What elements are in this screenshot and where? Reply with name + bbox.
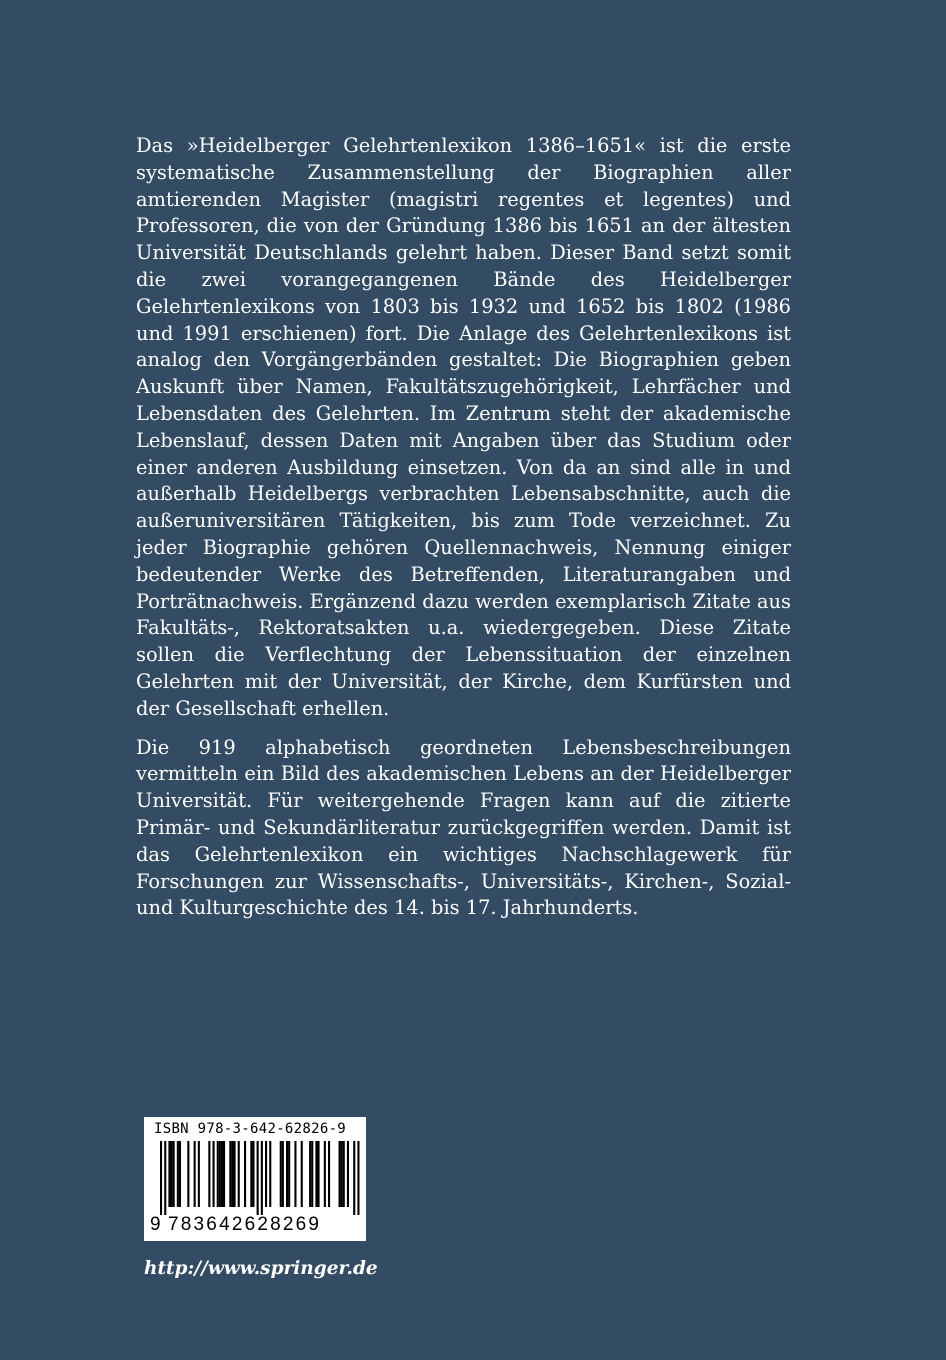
barcode-bar [213,1141,215,1207]
publisher-url[interactable]: http://www.springer.de [144,1258,378,1279]
barcode-digit-first: 9 [150,1214,161,1235]
barcode-bar [231,1141,233,1207]
barcode-bar [324,1141,326,1207]
barcode-bar [244,1141,246,1207]
isbn-label: ISBN 978-3-642-62826-9 [154,1121,347,1137]
barcode-bar [294,1141,296,1207]
barcode-bar [261,1141,263,1215]
barcode-bar [219,1141,221,1207]
barcode-bar [318,1141,320,1207]
barcode-bar [301,1141,303,1207]
barcode-bar [280,1141,282,1207]
barcode-bar [194,1141,196,1207]
barcode-bar [229,1141,231,1207]
barcode-bar [221,1141,223,1207]
blurb-paragraph-1: Das »Heidelberger Gelehrtenlexikon 1386–1651« ist die erste systematische Zusammenstellung der Biographien aller amtierenden Magister (magistri regentes et legentes) und Professoren, die von der Gründung 1386 bis 1651 an der ältesten Universität Deutschlands gelehrt haben. Dieser Band setzt somit die zwei vorangegangenen Bände des Heidelberger Gelehrtenlexikons von 1803 bis 1932 und 1652 bis 1802 (1986 und 1991 erschienen) fort. Die Anlage des Gelehrtenlexikons ist analog den Vorgängerbänden gestaltet: Die Biographien geben Auskunft über Namen, Fakultätszugehörigkeit, Lehrfächer und Lebensdaten des Gelehrten. Im Zentrum steht der akademische Lebenslauf, dessen Daten mit Angaben über das Studium oder einer anderen Ausbildung einsetzen. Von da an sind alle in und außerhalb Heidelbergs verbrachten Lebensabschnitte, auch die außeruniversitären Tätigkeiten, bis zum Tode verzeichnet. Zu jeder Biographie gehören Quellennachweis, Nennung einiger bedeutender Werke des Betreffenden, Literaturangaben und Porträtnachweis. Ergänzend dazu werden exemplarisch Zitate aus Fakultäts-, Rektoratsakten u.a. wiedergegeben. Diese Zitate sollen die Verflechtung der Lebenssituation der einzelnen Gelehrten mit der Universität, der Kirche, dem Kurfürsten und der Gesellschaft erhellen. [136,134,791,720]
barcode-bar [328,1141,330,1207]
barcode-bars [150,1141,360,1215]
barcode-bar [177,1141,179,1207]
barcode-bar [347,1141,349,1207]
barcode-bar [357,1141,359,1215]
barcode-bar [238,1141,240,1207]
barcode-bar [198,1141,200,1207]
barcode-bar [353,1141,355,1215]
barcode-bar [311,1141,313,1207]
barcode-bar [309,1141,311,1207]
barcode-bar [282,1141,284,1207]
barcode-bar [179,1141,181,1207]
isbn-barcode [144,1117,366,1241]
barcode-bar [343,1141,345,1207]
barcode-bar [269,1141,271,1207]
barcode-bar [168,1141,170,1207]
blurb-paragraph-2: Die 919 alphabetisch geordneten Lebensbeschreibungen vermitteln ein Bild des akademischen Lebens an der Heidelberger Universität. Für weitergehende Fragen kann auf die zitierte Primär- und Sekundärliteratur zurückgegriffen werden. Damit ist das Gelehrtenlexikon ein wichtiges Nachschlagewerk für Forschungen zur Wissenschafts-, Universitäts-, Kirchen-, Sozial- und Kulturgeschichte des 14. bis 17. Jahrhunderts. [136,735,791,920]
barcode-bar [250,1141,252,1207]
barcode-bar [171,1141,173,1207]
barcode-bar [187,1141,189,1207]
barcode-digits-rest: 783642628269 [168,1214,322,1235]
barcode-bar [217,1141,219,1207]
barcode-bar [208,1141,210,1207]
barcode-bar [265,1141,267,1207]
back-cover-blurb [136,133,791,934]
barcode-bar [234,1141,236,1207]
barcode-bar [173,1141,175,1207]
barcode-bar [252,1141,254,1207]
barcode-bar [160,1141,162,1215]
barcode-bar [223,1141,225,1207]
barcode-bar [339,1141,341,1207]
barcode-bar [164,1141,166,1215]
barcode-bar [286,1141,288,1207]
barcode-bar [341,1141,343,1207]
barcode-bar [257,1141,259,1215]
barcode-bar [315,1141,317,1207]
barcode-bar [288,1141,290,1207]
